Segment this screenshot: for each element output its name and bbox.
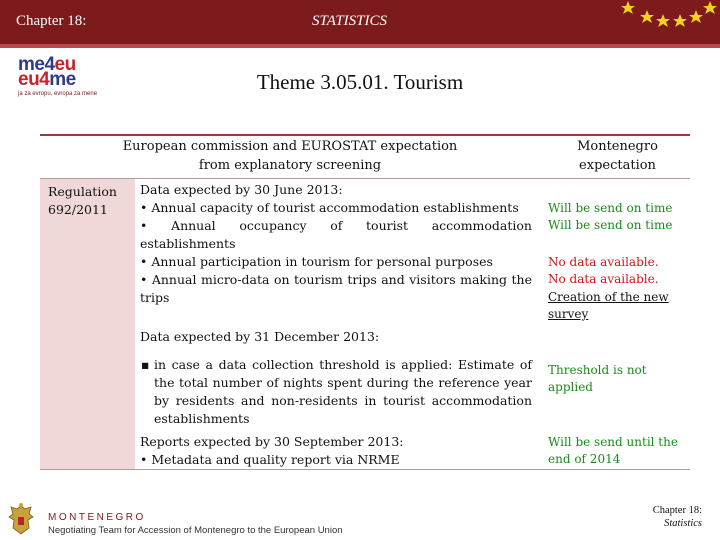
header-montenegro-expectation: Montenegro expectation (577, 139, 658, 173)
regulation-column (40, 179, 135, 469)
section-title: Data expected by 31 December 2013: (140, 329, 380, 344)
star-icon (621, 1, 635, 14)
list-item: • Annual capacity of tourist accommodation establishments (140, 200, 519, 215)
table-top-border (40, 134, 690, 136)
star-icon (656, 14, 670, 27)
star-icon (689, 10, 703, 23)
note-new-survey: Creation of the new survey (548, 290, 669, 321)
status-metadata: Will be send until the end of 2014 (548, 435, 678, 466)
header-divider (0, 44, 720, 48)
status-occupancy: Will be send on time (548, 218, 673, 232)
footer-team: Negotiating Team for Accession of Montenegro to the European Union (48, 525, 343, 536)
footer-chapter: Chapter 18: Statistics (652, 505, 702, 529)
table-bottom-border (40, 469, 690, 470)
section-june-2013 (140, 181, 532, 307)
status-micro-data: No data available. (548, 272, 659, 286)
top-bar (0, 0, 720, 44)
status-threshold: Threshold is not applied (548, 363, 647, 394)
logo-tagline: ja za evropu, evropa za mene (18, 91, 98, 97)
logo-line-1: me4eu (18, 54, 76, 75)
montenegro-emblem-icon (6, 502, 36, 538)
footer-brand: MONTENEGRO (48, 512, 146, 523)
list-item: • Annual participation in tourism for personal purposes (140, 254, 493, 269)
section-title: Reports expected by 30 September 2013: (140, 434, 404, 449)
regulation-cell: Regulation 692/2011 (48, 184, 117, 217)
logo-line-2: eu4me (18, 69, 76, 90)
status-capacity: Will be send on time (548, 201, 673, 215)
expectation-table (40, 134, 690, 470)
section-september-2013 (140, 433, 532, 469)
star-icon (640, 10, 654, 23)
section-title: Data expected by 30 June 2013: (140, 182, 343, 197)
list-item: • Annual occupancy of tourist accommodation establishments (140, 218, 532, 251)
star-icon (673, 14, 687, 27)
page-title: Theme 3.05.01. Tourism (256, 70, 464, 94)
eu-stars-icon (616, 0, 720, 44)
section-december-2013 (140, 328, 532, 428)
list-item: • Annual micro-data on tourism trips and visitors making the trips (140, 272, 532, 305)
list-item: • Metadata and quality report via NRME (140, 452, 400, 467)
square-bullet-icon: ▪ (141, 357, 150, 372)
header-eu-expectation: European commission and EUROSTAT expectation from explanatory screening (122, 139, 458, 173)
list-item: ▪ in case a data collection threshold is applied: Estimate of the total number of nights spent during the reference year by residents and non-residents in tourist accommodation establishments (141, 357, 532, 426)
header-chapter: Chapter 18: (16, 13, 87, 29)
star-icon (703, 1, 717, 14)
status-participation: No data available. (548, 255, 659, 269)
header-subject: STATISTICS (312, 13, 388, 29)
